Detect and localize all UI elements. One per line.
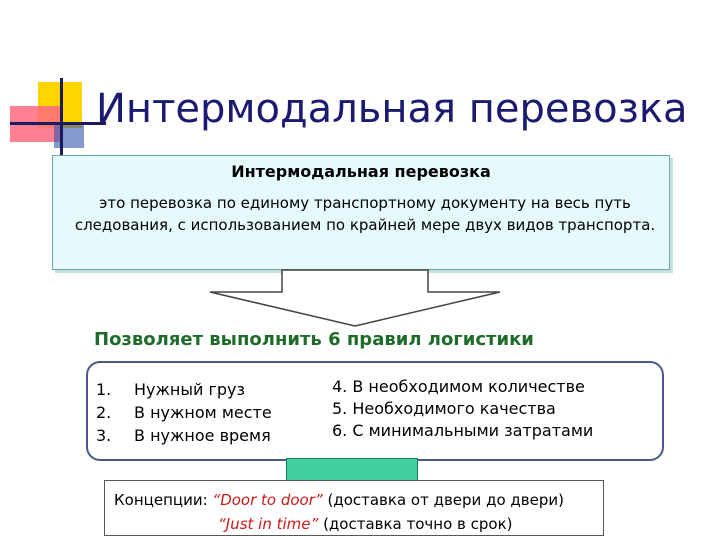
connector-block — [286, 458, 418, 482]
concept-term-1: “Door to door” — [212, 491, 323, 509]
decor-blue-square — [54, 124, 84, 148]
list-item: 5. Необходимого качества — [332, 399, 556, 418]
list-item: 3. В нужное время — [96, 426, 271, 445]
list-item: 2. В нужном месте — [96, 403, 272, 422]
concepts-label: Концепции: — [114, 491, 208, 509]
concept-line-2 — [218, 515, 513, 533]
list-item: 4. В необходимом количестве — [332, 377, 585, 396]
list-item: 6. С минимальными затратами — [332, 421, 594, 440]
rules-left-list — [96, 378, 272, 447]
decor-horizontal-line — [10, 122, 106, 125]
concept-term-2: “Just in time” — [218, 515, 319, 533]
list-item: 1. Нужный груз — [96, 380, 246, 399]
definition-text: это перевозка по единому транспортному документу на весь путь следования, с использованием по крайней мере двух видов транспорта. — [74, 194, 656, 234]
definition-heading: Интермодальная перевозка — [231, 162, 491, 181]
subtitle: Позволяет выполнить 6 правил логистики — [94, 329, 534, 350]
concept-line-1 — [114, 491, 564, 509]
slide-title: Интермодальная перевозка — [96, 86, 688, 132]
decor-vertical-line — [60, 78, 63, 158]
concept-desc-1: (доставка от двери до двери) — [327, 491, 564, 509]
concept-desc-2: (доставка точно в срок) — [323, 515, 513, 533]
rules-right-list — [332, 376, 593, 442]
down-arrow-icon — [200, 268, 510, 330]
